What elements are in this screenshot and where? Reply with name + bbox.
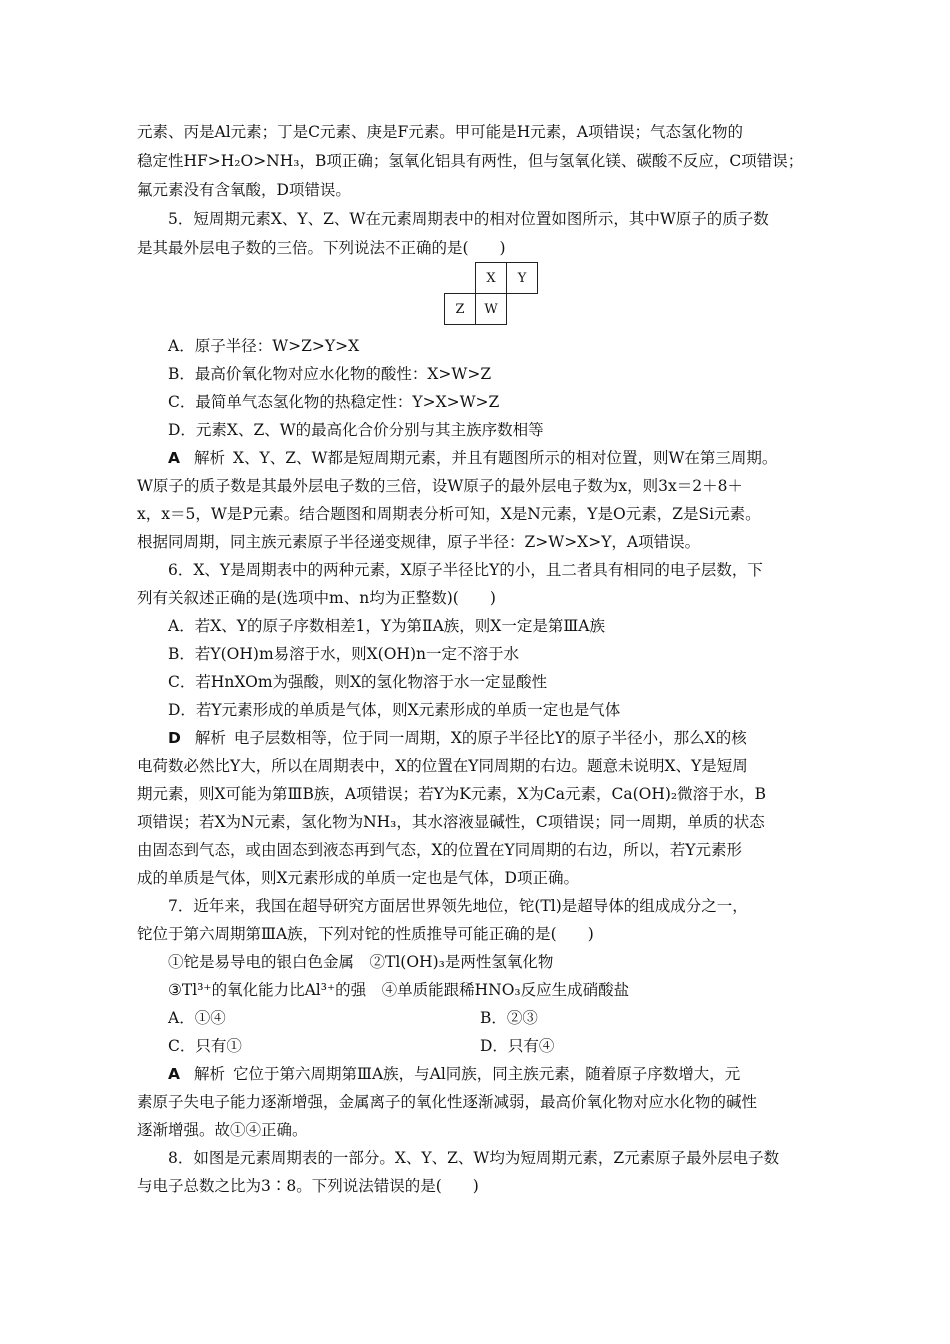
table-cell-y: Y [507, 263, 538, 294]
analysis-label: 解析 [194, 449, 226, 467]
text-line: 氟元素没有含氧酸，D项错误。 [137, 181, 351, 199]
text-line: 素原子失电子能力逐渐增强，金属离子的氧化性逐渐减弱，最高价氧化物对应水化物的碱性 [137, 1093, 758, 1111]
answer-letter: A [168, 449, 180, 467]
option-d: D．若Y元素形成的单质是气体，则X元素形成的单质一定也是气体 [168, 701, 621, 719]
question-8-stem: 8．如图是元素周期表的一部分。X、Y、Z、W均为短周期元素，Z元素原子最外层电子数 [168, 1149, 780, 1167]
periodic-table-figure [444, 262, 538, 325]
question-5-stem: 是其最外层电子数的三倍。下列说法不正确的是( ) [137, 239, 506, 257]
answer-6-line [168, 728, 747, 748]
text-line: 成的单质是气体，则X元素形成的单质一定也是气体，D项正确。 [137, 869, 579, 887]
text-line: 根据同周期，同主族元素原子半径递变规律，原子半径：Z>W>X>Y，A项错误。 [137, 533, 701, 551]
question-5-stem: 5．短周期元素X、Y、Z、W在元素周期表中的相对位置如图所示，其中W原子的质子数 [168, 210, 769, 228]
table-cell-z: Z [445, 294, 476, 325]
answer-7-line [168, 1064, 740, 1084]
text-line: 由固态到气态，或由固态到液态再到气态，X的位置在Y同周期的右边，所以，若Y元素形 [137, 841, 743, 859]
option-c: C．若HnXOm为强酸，则X的氢化物溶于水一定显酸性 [168, 673, 548, 691]
statement-line: ③Tl³⁺的氧化能力比Al³⁺的强 ④单质能跟稀HNO₃反应生成硝酸盐 [168, 981, 630, 999]
question-8-stem: 与电子总数之比为3∶8。下列说法错误的是( ) [137, 1177, 479, 1195]
statement-line: ①铊是易导电的银白色金属 ②Tl(OH)₃是两性氢氧化物 [168, 953, 554, 971]
option-b: B．若Y(OH)m易溶于水，则X(OH)n一定不溶于水 [168, 645, 519, 663]
option-c: C．最简单气态氢化物的热稳定性：Y>X>W>Z [168, 393, 500, 411]
text-line: 电荷数必然比Y大，所以在周期表中，X的位置在Y同周期的右边。题意未说明X、Y是短周 [137, 757, 748, 775]
option-b: B．最高价氧化物对应水化物的酸性：X>W>Z [168, 365, 492, 383]
question-6-stem: 6．X、Y是周期表中的两种元素，X原子半径比Y的小，且二者具有相同的电子层数，下 [168, 561, 763, 579]
analysis-text: X、Y、Z、W都是短周期元素，并且有题图所示的相对位置，则W在第三周期。 [233, 449, 778, 467]
question-7-stem: 铊位于第六周期第ⅢA族，下列对铊的性质推导可能正确的是( ) [137, 925, 594, 943]
text-line: 逐渐增强。故①④正确。 [137, 1121, 308, 1139]
option-c: C．只有① [168, 1037, 242, 1055]
option-a: A．①④ [168, 1009, 226, 1027]
text-line: W原子的质子数是其最外层电子数的三倍，设W原子的最外层电子数为x，则3x＝2＋8＋ [137, 477, 743, 495]
option-d: D．元素X、Z、W的最高化合价分别与其主族序数相等 [168, 421, 544, 439]
question-7-stem: 7．近年来，我国在超导研究方面居世界领先地位，铊(Tl)是超导体的组成成分之一， [168, 897, 748, 915]
answer-letter: D [168, 729, 181, 747]
text-line: 项错误；若X为N元素，氢化物为NH₃，其水溶液显碱性，C项错误；同一周期，单质的状态 [137, 813, 765, 831]
analysis-label: 解析 [194, 1065, 226, 1083]
analysis-label: 解析 [194, 729, 226, 747]
text-line: 期元素，则X可能为第ⅢB族，A项错误；若Y为K元素，X为Ca元素，Ca(OH)₂微溶于水，B [137, 785, 767, 803]
analysis-text: 它位于第六周期第ⅢA族，与Al同族，同主族元素，随着原子序数增大，元 [233, 1065, 741, 1083]
option-a: A．若X、Y的原子序数相差1，Y为第ⅡA族，则X一定是第ⅢA族 [168, 617, 605, 635]
answer-letter: A [168, 1065, 180, 1083]
option-d: D．只有④ [480, 1037, 555, 1055]
option-b: B．②③ [480, 1009, 538, 1027]
text-line: 元素、丙是Al元素；丁是C元素、庚是F元素。甲可能是H元素，A项错误；气态氢化物的 [137, 123, 743, 141]
answer-5-line [168, 448, 777, 468]
text-line: x，x＝5，W是P元素。结合题图和周期表分析可知，X是N元素，Y是O元素，Z是Si元素。 [137, 505, 761, 523]
table-cell-w: W [476, 294, 507, 325]
table-cell-x: X [476, 263, 507, 294]
text-line: 稳定性HF>H₂O>NH₃，B项正确；氢氧化铝具有两性，但与氢氧化镁、碳酸不反应，C项错误； [137, 152, 804, 170]
question-6-stem: 列有关叙述正确的是(选项中m、n均为正整数)( ) [137, 589, 496, 607]
analysis-text: 电子层数相等，位于同一周期，X的原子半径比Y的原子半径小，那么X的核 [233, 729, 747, 747]
option-a: A．原子半径：W>Z>Y>X [168, 337, 360, 355]
